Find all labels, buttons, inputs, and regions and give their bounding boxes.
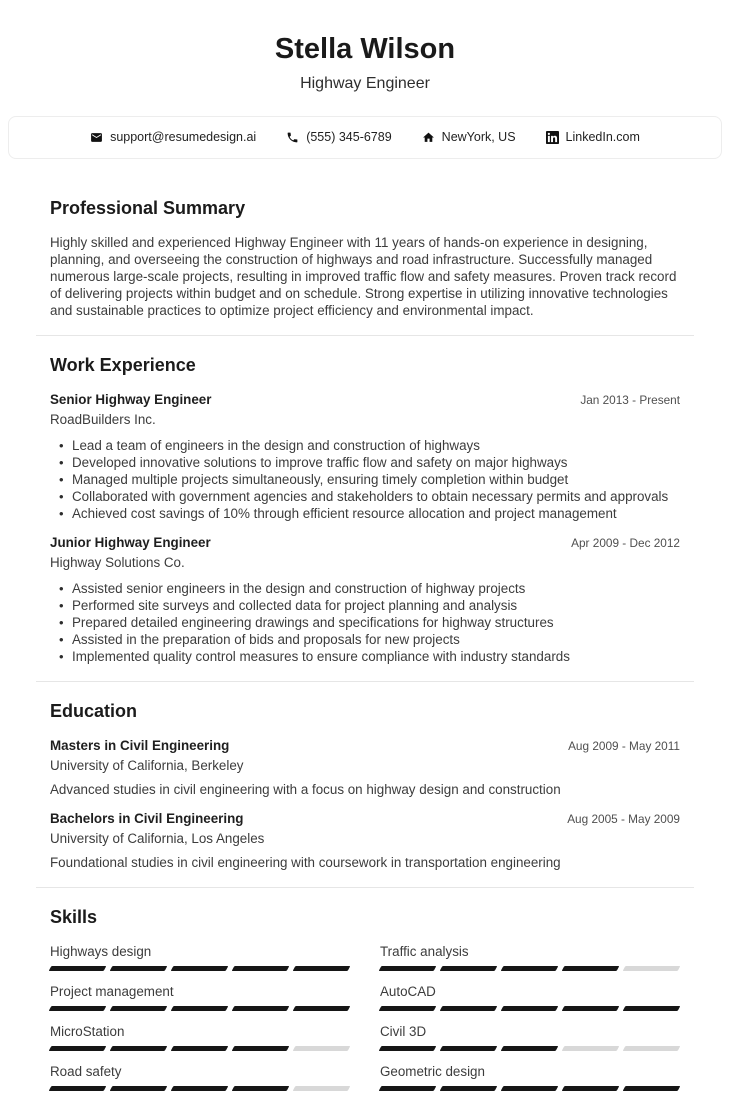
- skill-bar: [50, 1046, 349, 1051]
- section-skills: [0, 906, 730, 1103]
- candidate-title: Highway Engineer: [300, 74, 430, 92]
- skill-bar-segment: [623, 1046, 681, 1051]
- skill-bar: [380, 1046, 679, 1051]
- skill-bar-segment: [379, 1046, 437, 1051]
- skill-bar-segment: [623, 1086, 681, 1091]
- contact-item-linkedin: [546, 130, 640, 144]
- job-bullet: • Implemented quality control measures to ensure compliance with industry standards: [50, 648, 680, 665]
- skill-bar-segment: [623, 966, 681, 971]
- job-bullet: • Prepared detailed engineering drawings and specifications for highway structures: [50, 614, 680, 631]
- skill-bar-segment: [293, 1046, 351, 1051]
- job-company: RoadBuilders Inc.: [50, 411, 156, 427]
- skill-bar-segment: [293, 966, 351, 971]
- skill-name: MicroStation: [50, 1023, 125, 1039]
- skill-bar-segment: [49, 1006, 107, 1011]
- skill-bar-segment: [562, 1006, 620, 1011]
- skill-bar-segment: [171, 1006, 229, 1011]
- job-company: Highway Solutions Co.: [50, 554, 185, 570]
- skill-bar-segment: [562, 1086, 620, 1091]
- job-header-row: [50, 391, 680, 408]
- skill-bar-segment: [379, 966, 437, 971]
- job-bullet: • Achieved cost savings of 10% through efficient resource allocation and project management: [50, 505, 680, 522]
- skill-bar-segment: [501, 1086, 559, 1091]
- skill-name: Traffic analysis: [380, 943, 469, 959]
- school-name: University of California, Berkeley: [50, 757, 244, 773]
- education-dates: Aug 2009 - May 2011: [568, 738, 680, 753]
- skill-bar-segment: [440, 966, 498, 971]
- job-bullet-list: [50, 437, 680, 522]
- skill-item: [50, 983, 350, 1011]
- education-description: Foundational studies in civil engineering with coursework in transportation engineering: [50, 854, 561, 870]
- phone-icon: [286, 131, 299, 144]
- job-entry: [50, 391, 680, 522]
- summary-text: Highly skilled and experienced Highway Engineer with 11 years of hands-on experience in designing, planning, and overseeing the construction of highways and road infrastructure. Successfully managed numerous large-scale projects, resulting in improved traffic flow and safety measures. Proven track record of delivering projects within budget and on schedule. Strong expertise in utilizing innovative technologies and sustainable practices to optimize project efficiency and environmental impact.: [50, 234, 677, 318]
- section-education: [0, 700, 730, 871]
- skills-heading: Skills: [50, 906, 98, 927]
- education-entry: [50, 810, 680, 871]
- job-entry: [50, 534, 680, 665]
- skill-bar: [50, 966, 349, 971]
- skill-bar-segment: [562, 1046, 620, 1051]
- section-divider: [36, 887, 694, 888]
- skill-bar-segment: [501, 966, 559, 971]
- skill-bar-segment: [232, 1006, 290, 1011]
- education-entry: [50, 737, 680, 798]
- section-work-experience: [0, 354, 730, 665]
- job-title: Junior Highway Engineer: [50, 534, 211, 550]
- skill-item: [50, 1063, 350, 1091]
- skill-bar: [380, 966, 679, 971]
- job-dates: Jan 2013 - Present: [580, 392, 680, 407]
- skill-name: Geometric design: [380, 1063, 485, 1079]
- skill-bar-segment: [110, 1006, 168, 1011]
- skill-bar-segment: [49, 1046, 107, 1051]
- skill-bar: [50, 1006, 349, 1011]
- school-name: University of California, Los Angeles: [50, 830, 265, 846]
- section-professional-summary: [0, 197, 730, 319]
- education-header-row: [50, 737, 680, 754]
- linkedin-icon: [546, 131, 559, 144]
- experience-heading: Work Experience: [50, 354, 196, 375]
- skill-item: [380, 1063, 680, 1091]
- job-bullet: • Assisted senior engineers in the design and construction of highway projects: [50, 580, 680, 597]
- skill-bar-segment: [562, 966, 620, 971]
- job-bullet: • Lead a team of engineers in the design and construction of highways: [50, 437, 680, 454]
- skill-item: [50, 943, 350, 971]
- skill-bar-segment: [501, 1006, 559, 1011]
- skill-bar-segment: [440, 1046, 498, 1051]
- section-divider: [36, 681, 694, 682]
- contact-linkedin-text: LinkedIn.com: [565, 130, 640, 145]
- skill-name: Road safety: [50, 1063, 122, 1079]
- contact-email-text: support@resumedesign.ai: [110, 130, 257, 145]
- skill-bar-segment: [623, 1006, 681, 1011]
- education-dates: Aug 2005 - May 2009: [567, 811, 680, 826]
- degree-title: Bachelors in Civil Engineering: [50, 810, 244, 826]
- job-bullet: • Collaborated with government agencies and stakeholders to obtain necessary permits and approvals: [50, 488, 680, 505]
- skill-name: Highways design: [50, 943, 152, 959]
- summary-heading: Professional Summary: [50, 197, 246, 218]
- skill-bar-segment: [49, 1086, 107, 1091]
- skill-bar-segment: [501, 1046, 559, 1051]
- skill-name: Civil 3D: [380, 1023, 427, 1039]
- skill-item: [380, 983, 680, 1011]
- skill-bar-segment: [379, 1086, 437, 1091]
- resume-header: [0, 0, 730, 159]
- skill-bar-segment: [110, 966, 168, 971]
- job-bullet: • Performed site surveys and collected data for project planning and analysis: [50, 597, 680, 614]
- email-icon: [90, 131, 103, 144]
- skill-bar-segment: [49, 966, 107, 971]
- education-header-row: [50, 810, 680, 827]
- contact-item-email: [90, 130, 256, 144]
- job-title: Senior Highway Engineer: [50, 391, 212, 407]
- skill-bar: [380, 1086, 679, 1091]
- job-bullet: • Managed multiple projects simultaneously, ensuring timely completion within budget: [50, 471, 680, 488]
- job-dates: Apr 2009 - Dec 2012: [571, 535, 680, 550]
- skill-item: [50, 1023, 350, 1051]
- skill-bar-segment: [440, 1006, 498, 1011]
- skill-bar-segment: [293, 1086, 351, 1091]
- job-bullet: • Assisted in the preparation of bids and proposals for new projects: [50, 631, 680, 648]
- skill-bar: [380, 1006, 679, 1011]
- job-header-row: [50, 534, 680, 551]
- skill-bar-segment: [110, 1046, 168, 1051]
- contact-item-phone: [286, 130, 391, 144]
- skill-bar-segment: [171, 1046, 229, 1051]
- contact-item-location: [422, 130, 516, 144]
- skill-bar-segment: [232, 1046, 290, 1051]
- job-bullet: • Developed innovative solutions to improve traffic flow and safety on major highways: [50, 454, 680, 471]
- education-description: Advanced studies in civil engineering with a focus on highway design and construction: [50, 781, 561, 797]
- job-bullet-list: [50, 580, 680, 665]
- skill-bar-segment: [171, 966, 229, 971]
- home-icon: [422, 131, 435, 144]
- skill-bar-segment: [110, 1086, 168, 1091]
- skill-item: [380, 1023, 680, 1051]
- skill-bar-segment: [293, 1006, 351, 1011]
- skill-bar: [50, 1086, 349, 1091]
- section-divider: [36, 335, 694, 336]
- skill-name: Project management: [50, 983, 174, 999]
- skill-bar-segment: [171, 1086, 229, 1091]
- skill-name: AutoCAD: [380, 983, 436, 999]
- education-heading: Education: [50, 700, 138, 721]
- skills-grid: [50, 943, 680, 1103]
- skill-bar-segment: [440, 1086, 498, 1091]
- skill-bar-segment: [379, 1006, 437, 1011]
- candidate-name: Stella Wilson: [274, 33, 456, 65]
- contact-phone-text: (555) 345-6789: [306, 130, 392, 145]
- skill-item: [380, 943, 680, 971]
- contact-bar: [8, 116, 722, 159]
- skill-bar-segment: [232, 966, 290, 971]
- degree-title: Masters in Civil Engineering: [50, 737, 230, 753]
- skill-bar-segment: [232, 1086, 290, 1091]
- contact-location-text: NewYork, US: [441, 130, 516, 145]
